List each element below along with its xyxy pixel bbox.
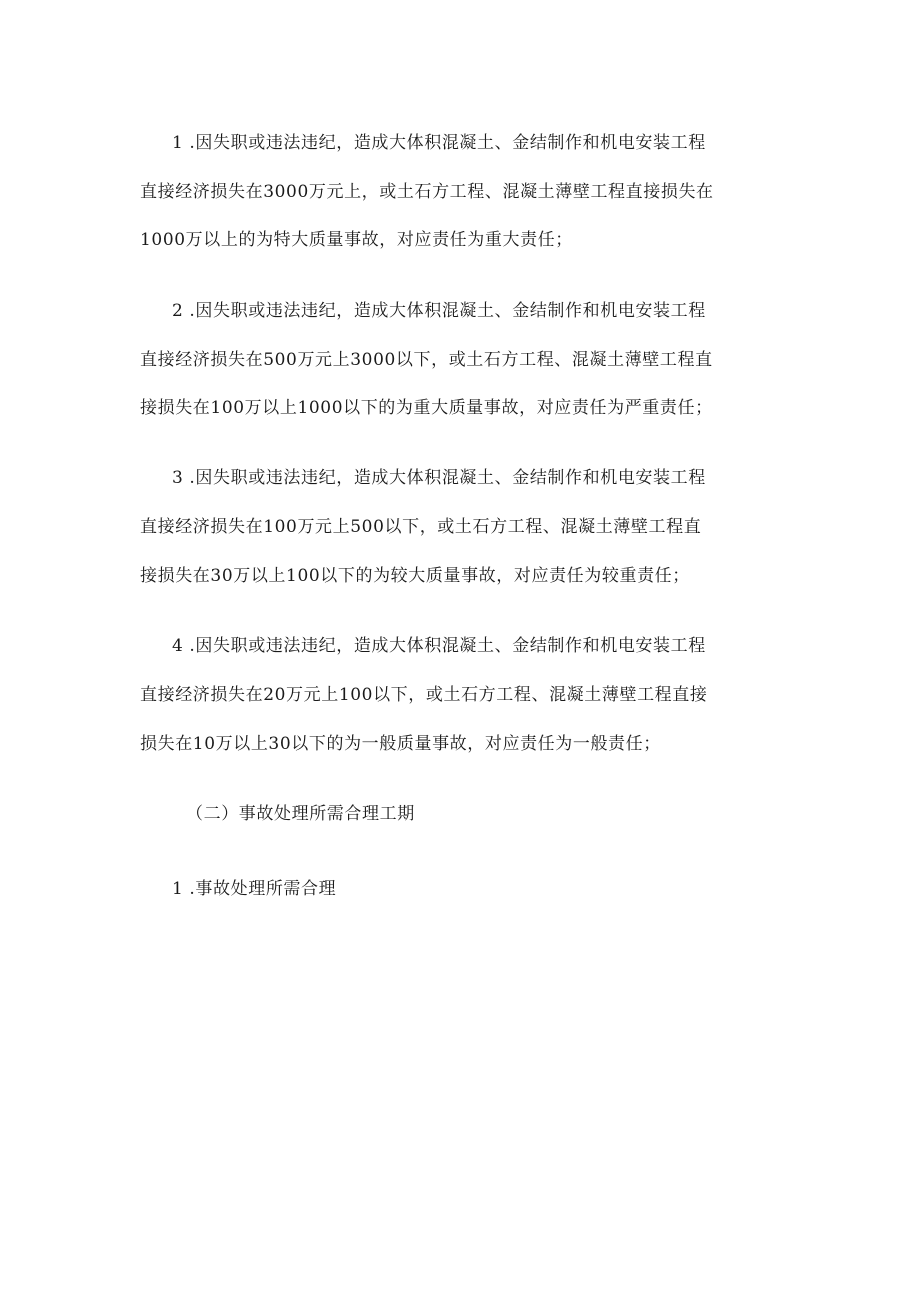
sub-item-heading: 1 .事故处理所需合理 <box>172 879 337 899</box>
paragraph-3-line-2: 直接经济损失在100万元上500以下，或土石方工程、混凝土薄壁工程直 <box>140 517 702 537</box>
paragraph-1-line-1: 1 .因失职或违法违纪，造成大体积混凝土、金结制作和机电安装工程 <box>172 133 706 153</box>
paragraph-3-line-3: 接损失在30万以上100以下的为较大质量事故，对应责任为较重责任； <box>140 566 690 586</box>
paragraph-1-line-2: 直接经济损失在3000万元上，或土石方工程、混凝土薄壁工程直接损失在 <box>140 182 714 202</box>
paragraph-2-line-3: 接损失在100万以上1000以下的为重大质量事故，对应责任为严重责任； <box>140 398 713 418</box>
paragraph-2-line-2: 直接经济损失在500万元上3000以下，或土石方工程、混凝土薄壁工程直 <box>140 350 713 370</box>
paragraph-1-line-3: 1000万以上的为特大质量事故，对应责任为重大责任； <box>140 230 573 250</box>
paragraph-4-line-3: 损失在10万以上30以下的为一般质量事故，对应责任为一般责任； <box>140 734 661 754</box>
paragraph-3-line-1: 3 .因失职或违法违纪，造成大体积混凝土、金结制作和机电安装工程 <box>172 468 706 488</box>
paragraph-4-line-2: 直接经济损失在20万元上100以下，或土石方工程、混凝土薄壁工程直接 <box>140 685 708 705</box>
paragraph-4-line-1: 4 .因失职或违法违纪，造成大体积混凝土、金结制作和机电安装工程 <box>172 636 706 656</box>
paragraph-2-line-1: 2 .因失职或违法违纪，造成大体积混凝土、金结制作和机电安装工程 <box>172 301 706 321</box>
section-heading: （二）事故处理所需合理工期 <box>186 804 415 824</box>
